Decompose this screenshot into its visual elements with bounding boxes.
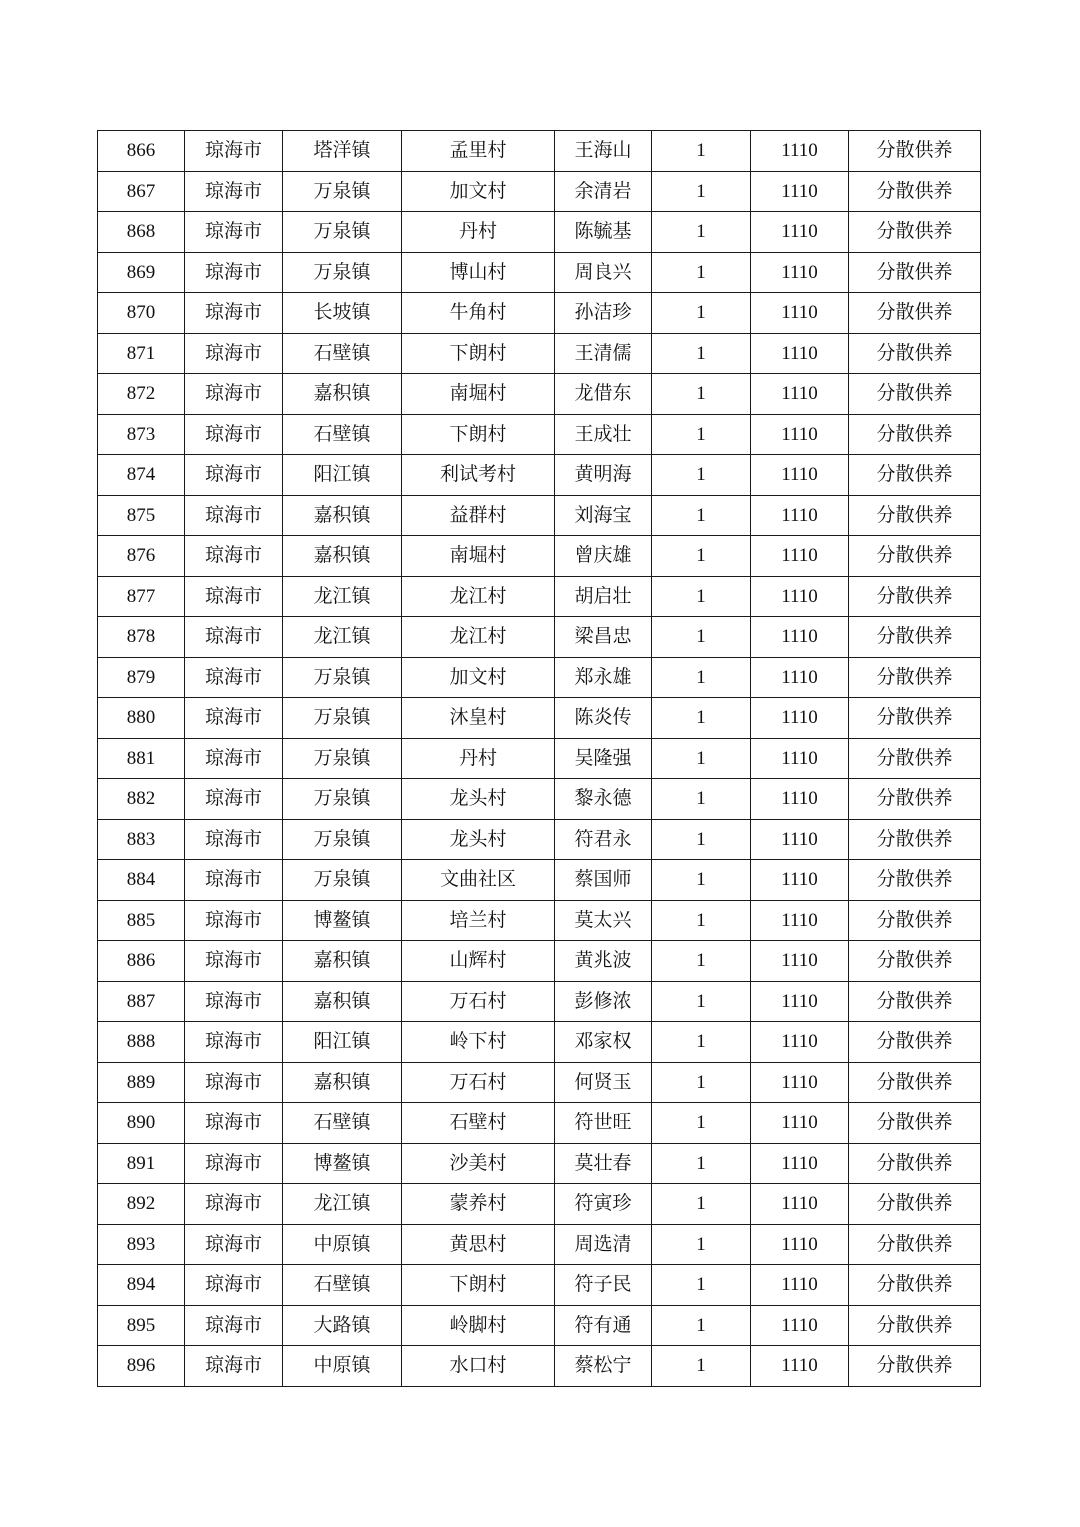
cell-village: 龙江村	[402, 576, 555, 617]
cell-village: 益群村	[402, 495, 555, 536]
cell-city: 琼海市	[185, 536, 283, 577]
cell-serial-number: 890	[98, 1103, 185, 1144]
cell-serial-number: 877	[98, 576, 185, 617]
cell-household-count: 1	[652, 536, 751, 577]
cell-city: 琼海市	[185, 617, 283, 658]
cell-support-type: 分散供养	[849, 981, 981, 1022]
cell-town: 长坡镇	[283, 293, 402, 334]
cell-person-name: 曾庆雄	[555, 536, 652, 577]
cell-serial-number: 884	[98, 860, 185, 901]
table-row	[98, 1062, 981, 1103]
cell-city: 琼海市	[185, 171, 283, 212]
cell-serial-number: 879	[98, 657, 185, 698]
cell-amount: 1110	[751, 131, 849, 172]
cell-person-name: 龙借东	[555, 374, 652, 415]
table-row	[98, 1103, 981, 1144]
cell-amount: 1110	[751, 293, 849, 334]
cell-serial-number: 894	[98, 1265, 185, 1306]
cell-village: 龙江村	[402, 617, 555, 658]
cell-support-type: 分散供养	[849, 1103, 981, 1144]
table-row	[98, 779, 981, 820]
cell-serial-number: 871	[98, 333, 185, 374]
table-row	[98, 212, 981, 253]
table-row	[98, 1022, 981, 1063]
cell-person-name: 彭修浓	[555, 981, 652, 1022]
cell-serial-number: 875	[98, 495, 185, 536]
cell-town: 嘉积镇	[283, 941, 402, 982]
cell-support-type: 分散供养	[849, 171, 981, 212]
cell-household-count: 1	[652, 1224, 751, 1265]
cell-household-count: 1	[652, 333, 751, 374]
cell-city: 琼海市	[185, 779, 283, 820]
cell-person-name: 陈炎传	[555, 698, 652, 739]
cell-town: 石壁镇	[283, 333, 402, 374]
cell-household-count: 1	[652, 1184, 751, 1225]
cell-serial-number: 880	[98, 698, 185, 739]
roster-table	[97, 130, 981, 1387]
cell-village: 山辉村	[402, 941, 555, 982]
cell-amount: 1110	[751, 779, 849, 820]
cell-city: 琼海市	[185, 333, 283, 374]
cell-support-type: 分散供养	[849, 576, 981, 617]
cell-serial-number: 885	[98, 900, 185, 941]
cell-city: 琼海市	[185, 698, 283, 739]
cell-city: 琼海市	[185, 941, 283, 982]
cell-support-type: 分散供养	[849, 293, 981, 334]
cell-person-name: 蔡松宁	[555, 1346, 652, 1387]
cell-household-count: 1	[652, 212, 751, 253]
cell-household-count: 1	[652, 495, 751, 536]
cell-household-count: 1	[652, 252, 751, 293]
cell-serial-number: 878	[98, 617, 185, 658]
cell-support-type: 分散供养	[849, 252, 981, 293]
cell-village: 万石村	[402, 1062, 555, 1103]
table-row	[98, 819, 981, 860]
cell-city: 琼海市	[185, 1224, 283, 1265]
cell-village: 石壁村	[402, 1103, 555, 1144]
cell-person-name: 黄兆波	[555, 941, 652, 982]
table-row	[98, 738, 981, 779]
table-row	[98, 536, 981, 577]
cell-town: 嘉积镇	[283, 1062, 402, 1103]
cell-serial-number: 888	[98, 1022, 185, 1063]
cell-person-name: 周选清	[555, 1224, 652, 1265]
cell-city: 琼海市	[185, 819, 283, 860]
cell-village: 博山村	[402, 252, 555, 293]
cell-amount: 1110	[751, 374, 849, 415]
cell-support-type: 分散供养	[849, 1184, 981, 1225]
cell-support-type: 分散供养	[849, 536, 981, 577]
cell-city: 琼海市	[185, 738, 283, 779]
cell-amount: 1110	[751, 617, 849, 658]
cell-village: 下朗村	[402, 333, 555, 374]
cell-town: 塔洋镇	[283, 131, 402, 172]
table-row	[98, 657, 981, 698]
cell-amount: 1110	[751, 333, 849, 374]
cell-town: 石壁镇	[283, 1103, 402, 1144]
cell-person-name: 莫壮春	[555, 1143, 652, 1184]
cell-amount: 1110	[751, 1265, 849, 1306]
cell-city: 琼海市	[185, 1305, 283, 1346]
cell-village: 丹村	[402, 738, 555, 779]
cell-village: 培兰村	[402, 900, 555, 941]
cell-town: 博鳌镇	[283, 1143, 402, 1184]
cell-household-count: 1	[652, 738, 751, 779]
table-row	[98, 252, 981, 293]
cell-person-name: 符子民	[555, 1265, 652, 1306]
cell-amount: 1110	[751, 576, 849, 617]
cell-town: 嘉积镇	[283, 374, 402, 415]
cell-serial-number: 866	[98, 131, 185, 172]
cell-household-count: 1	[652, 1143, 751, 1184]
cell-household-count: 1	[652, 576, 751, 617]
cell-support-type: 分散供养	[849, 131, 981, 172]
cell-support-type: 分散供养	[849, 738, 981, 779]
cell-town: 万泉镇	[283, 819, 402, 860]
cell-city: 琼海市	[185, 576, 283, 617]
cell-support-type: 分散供养	[849, 212, 981, 253]
cell-serial-number: 867	[98, 171, 185, 212]
cell-city: 琼海市	[185, 1184, 283, 1225]
cell-serial-number: 870	[98, 293, 185, 334]
cell-household-count: 1	[652, 131, 751, 172]
cell-household-count: 1	[652, 414, 751, 455]
cell-serial-number: 868	[98, 212, 185, 253]
cell-person-name: 符寅珍	[555, 1184, 652, 1225]
cell-serial-number: 874	[98, 455, 185, 496]
cell-support-type: 分散供养	[849, 455, 981, 496]
cell-serial-number: 896	[98, 1346, 185, 1387]
cell-town: 石壁镇	[283, 1265, 402, 1306]
cell-serial-number: 873	[98, 414, 185, 455]
table-row	[98, 576, 981, 617]
cell-city: 琼海市	[185, 860, 283, 901]
cell-town: 中原镇	[283, 1224, 402, 1265]
cell-town: 万泉镇	[283, 860, 402, 901]
cell-village: 加文村	[402, 171, 555, 212]
cell-person-name: 郑永雄	[555, 657, 652, 698]
cell-village: 文曲社区	[402, 860, 555, 901]
cell-village: 下朗村	[402, 414, 555, 455]
cell-serial-number: 889	[98, 1062, 185, 1103]
cell-support-type: 分散供养	[849, 698, 981, 739]
cell-amount: 1110	[751, 455, 849, 496]
table-row	[98, 293, 981, 334]
cell-person-name: 王清儒	[555, 333, 652, 374]
cell-support-type: 分散供养	[849, 1022, 981, 1063]
cell-serial-number: 869	[98, 252, 185, 293]
table-row	[98, 455, 981, 496]
cell-household-count: 1	[652, 819, 751, 860]
cell-household-count: 1	[652, 900, 751, 941]
cell-household-count: 1	[652, 860, 751, 901]
cell-town: 万泉镇	[283, 738, 402, 779]
cell-household-count: 1	[652, 981, 751, 1022]
cell-person-name: 王海山	[555, 131, 652, 172]
cell-serial-number: 872	[98, 374, 185, 415]
cell-serial-number: 892	[98, 1184, 185, 1225]
cell-amount: 1110	[751, 1224, 849, 1265]
cell-support-type: 分散供养	[849, 374, 981, 415]
cell-support-type: 分散供养	[849, 617, 981, 658]
cell-person-name: 刘海宝	[555, 495, 652, 536]
table-row	[98, 1143, 981, 1184]
cell-amount: 1110	[751, 1022, 849, 1063]
cell-town: 万泉镇	[283, 657, 402, 698]
cell-town: 万泉镇	[283, 252, 402, 293]
cell-village: 万石村	[402, 981, 555, 1022]
cell-village: 沙美村	[402, 1143, 555, 1184]
cell-village: 丹村	[402, 212, 555, 253]
table-row	[98, 1224, 981, 1265]
table-row	[98, 1184, 981, 1225]
roster-body	[98, 131, 981, 1387]
cell-town: 中原镇	[283, 1346, 402, 1387]
cell-person-name: 符君永	[555, 819, 652, 860]
cell-amount: 1110	[751, 860, 849, 901]
cell-serial-number: 891	[98, 1143, 185, 1184]
cell-person-name: 莫太兴	[555, 900, 652, 941]
cell-city: 琼海市	[185, 1265, 283, 1306]
cell-person-name: 蔡国师	[555, 860, 652, 901]
cell-household-count: 1	[652, 374, 751, 415]
cell-person-name: 吴隆强	[555, 738, 652, 779]
cell-household-count: 1	[652, 617, 751, 658]
cell-amount: 1110	[751, 941, 849, 982]
cell-village: 牛角村	[402, 293, 555, 334]
table-row	[98, 1346, 981, 1387]
cell-support-type: 分散供养	[849, 1305, 981, 1346]
cell-town: 阳江镇	[283, 455, 402, 496]
cell-person-name: 孙洁珍	[555, 293, 652, 334]
cell-village: 龙头村	[402, 779, 555, 820]
cell-person-name: 符世旺	[555, 1103, 652, 1144]
cell-serial-number: 886	[98, 941, 185, 982]
cell-support-type: 分散供养	[849, 779, 981, 820]
cell-amount: 1110	[751, 657, 849, 698]
cell-city: 琼海市	[185, 374, 283, 415]
table-row	[98, 981, 981, 1022]
cell-support-type: 分散供养	[849, 941, 981, 982]
cell-amount: 1110	[751, 981, 849, 1022]
cell-city: 琼海市	[185, 981, 283, 1022]
cell-household-count: 1	[652, 779, 751, 820]
cell-town: 阳江镇	[283, 1022, 402, 1063]
table-row	[98, 900, 981, 941]
cell-amount: 1110	[751, 212, 849, 253]
cell-amount: 1110	[751, 171, 849, 212]
cell-amount: 1110	[751, 819, 849, 860]
cell-village: 水口村	[402, 1346, 555, 1387]
cell-village: 利试考村	[402, 455, 555, 496]
cell-village: 岭下村	[402, 1022, 555, 1063]
cell-city: 琼海市	[185, 1346, 283, 1387]
cell-town: 石壁镇	[283, 414, 402, 455]
cell-city: 琼海市	[185, 455, 283, 496]
table-row	[98, 171, 981, 212]
cell-city: 琼海市	[185, 293, 283, 334]
cell-village: 下朗村	[402, 1265, 555, 1306]
cell-person-name: 陈毓基	[555, 212, 652, 253]
cell-amount: 1110	[751, 252, 849, 293]
cell-person-name: 符有通	[555, 1305, 652, 1346]
cell-support-type: 分散供养	[849, 1143, 981, 1184]
table-row	[98, 941, 981, 982]
cell-village: 加文村	[402, 657, 555, 698]
cell-household-count: 1	[652, 1103, 751, 1144]
cell-town: 龙江镇	[283, 576, 402, 617]
table-row	[98, 698, 981, 739]
cell-town: 博鳌镇	[283, 900, 402, 941]
cell-household-count: 1	[652, 698, 751, 739]
cell-village: 南堀村	[402, 374, 555, 415]
cell-person-name: 黎永德	[555, 779, 652, 820]
cell-village: 岭脚村	[402, 1305, 555, 1346]
cell-town: 万泉镇	[283, 779, 402, 820]
cell-person-name: 何贤玉	[555, 1062, 652, 1103]
cell-support-type: 分散供养	[849, 1062, 981, 1103]
table-row	[98, 617, 981, 658]
cell-amount: 1110	[751, 1143, 849, 1184]
cell-household-count: 1	[652, 1062, 751, 1103]
cell-city: 琼海市	[185, 131, 283, 172]
cell-amount: 1110	[751, 1346, 849, 1387]
cell-city: 琼海市	[185, 900, 283, 941]
cell-household-count: 1	[652, 293, 751, 334]
cell-amount: 1110	[751, 738, 849, 779]
cell-village: 沐皇村	[402, 698, 555, 739]
cell-city: 琼海市	[185, 1022, 283, 1063]
cell-town: 龙江镇	[283, 1184, 402, 1225]
cell-village: 黄思村	[402, 1224, 555, 1265]
cell-person-name: 周良兴	[555, 252, 652, 293]
cell-household-count: 1	[652, 455, 751, 496]
cell-person-name: 黄明海	[555, 455, 652, 496]
cell-household-count: 1	[652, 171, 751, 212]
cell-support-type: 分散供养	[849, 495, 981, 536]
cell-town: 大路镇	[283, 1305, 402, 1346]
cell-city: 琼海市	[185, 252, 283, 293]
cell-city: 琼海市	[185, 495, 283, 536]
cell-village: 蒙养村	[402, 1184, 555, 1225]
cell-serial-number: 883	[98, 819, 185, 860]
table-row	[98, 333, 981, 374]
cell-person-name: 余清岩	[555, 171, 652, 212]
cell-person-name: 邓家权	[555, 1022, 652, 1063]
cell-support-type: 分散供养	[849, 1265, 981, 1306]
cell-city: 琼海市	[185, 212, 283, 253]
cell-amount: 1110	[751, 900, 849, 941]
cell-serial-number: 876	[98, 536, 185, 577]
cell-serial-number: 882	[98, 779, 185, 820]
cell-support-type: 分散供养	[849, 819, 981, 860]
cell-city: 琼海市	[185, 1103, 283, 1144]
cell-support-type: 分散供养	[849, 657, 981, 698]
cell-serial-number: 887	[98, 981, 185, 1022]
cell-city: 琼海市	[185, 1062, 283, 1103]
cell-household-count: 1	[652, 1022, 751, 1063]
table-row	[98, 414, 981, 455]
cell-support-type: 分散供养	[849, 1224, 981, 1265]
cell-support-type: 分散供养	[849, 860, 981, 901]
cell-amount: 1110	[751, 698, 849, 739]
cell-support-type: 分散供养	[849, 414, 981, 455]
cell-amount: 1110	[751, 536, 849, 577]
cell-amount: 1110	[751, 414, 849, 455]
cell-amount: 1110	[751, 1184, 849, 1225]
cell-support-type: 分散供养	[849, 900, 981, 941]
cell-serial-number: 893	[98, 1224, 185, 1265]
table-row	[98, 1305, 981, 1346]
cell-town: 龙江镇	[283, 617, 402, 658]
cell-household-count: 1	[652, 657, 751, 698]
cell-support-type: 分散供养	[849, 333, 981, 374]
cell-town: 嘉积镇	[283, 981, 402, 1022]
cell-amount: 1110	[751, 495, 849, 536]
table-row	[98, 1265, 981, 1306]
cell-person-name: 梁昌忠	[555, 617, 652, 658]
cell-town: 万泉镇	[283, 212, 402, 253]
cell-household-count: 1	[652, 941, 751, 982]
cell-town: 嘉积镇	[283, 495, 402, 536]
table-row	[98, 374, 981, 415]
cell-person-name: 王成壮	[555, 414, 652, 455]
cell-town: 嘉积镇	[283, 536, 402, 577]
cell-person-name: 胡启壮	[555, 576, 652, 617]
cell-amount: 1110	[751, 1103, 849, 1144]
cell-city: 琼海市	[185, 414, 283, 455]
cell-village: 龙头村	[402, 819, 555, 860]
table-row	[98, 495, 981, 536]
cell-serial-number: 895	[98, 1305, 185, 1346]
cell-household-count: 1	[652, 1305, 751, 1346]
cell-support-type: 分散供养	[849, 1346, 981, 1387]
cell-town: 万泉镇	[283, 698, 402, 739]
cell-amount: 1110	[751, 1062, 849, 1103]
cell-village: 南堀村	[402, 536, 555, 577]
table-row	[98, 131, 981, 172]
cell-city: 琼海市	[185, 657, 283, 698]
cell-household-count: 1	[652, 1346, 751, 1387]
cell-city: 琼海市	[185, 1143, 283, 1184]
cell-serial-number: 881	[98, 738, 185, 779]
cell-amount: 1110	[751, 1305, 849, 1346]
cell-village: 孟里村	[402, 131, 555, 172]
table-row	[98, 860, 981, 901]
cell-town: 万泉镇	[283, 171, 402, 212]
cell-household-count: 1	[652, 1265, 751, 1306]
